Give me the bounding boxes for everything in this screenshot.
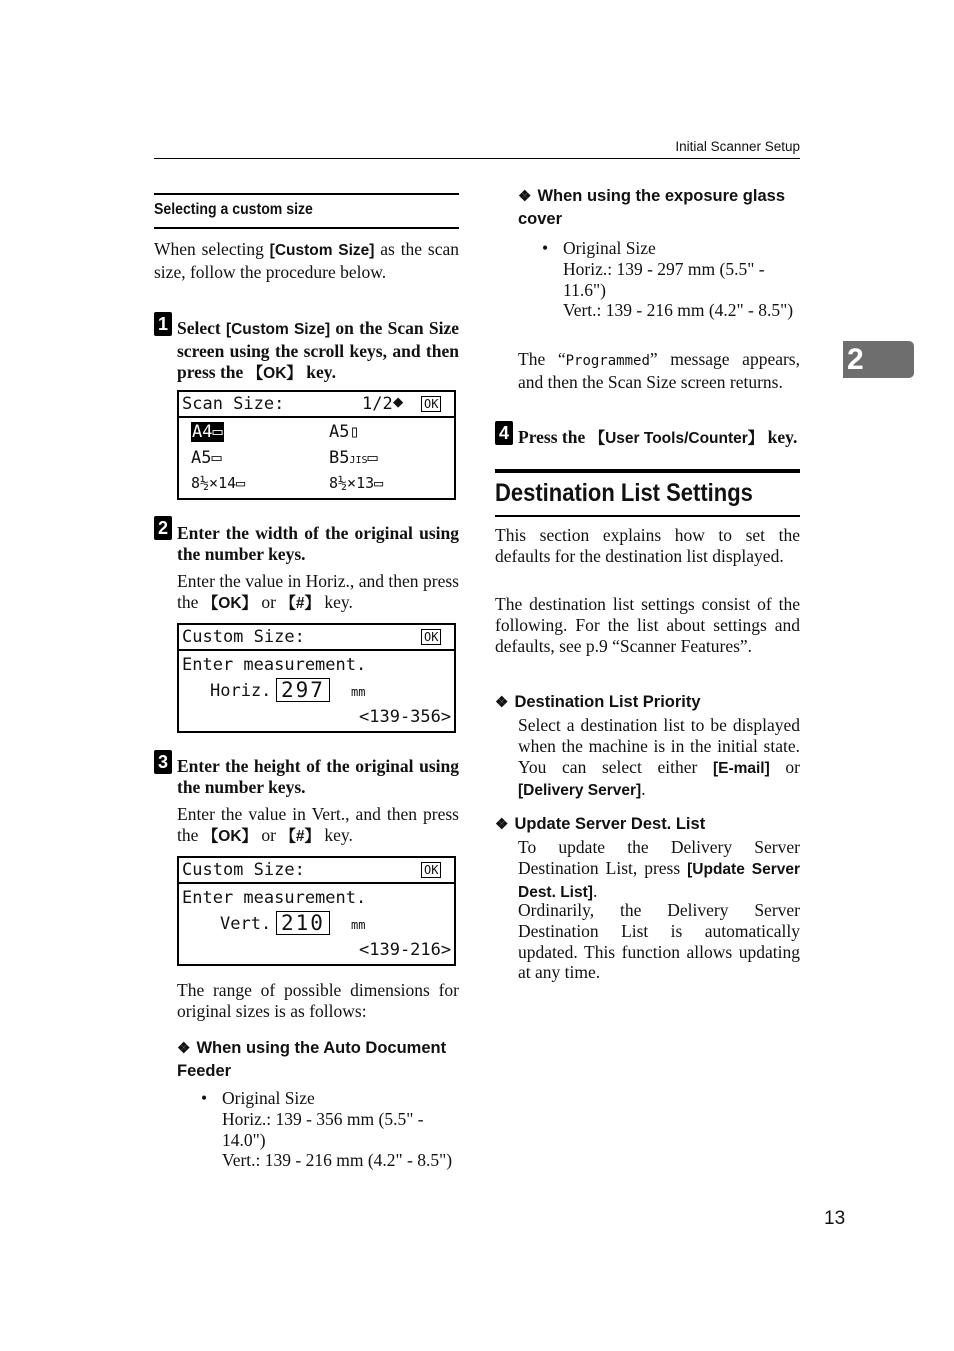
section-rule-bottom (154, 227, 459, 229)
step-1-number: 1 (154, 312, 172, 336)
lcd3-value: 210 (276, 911, 330, 935)
lcd1-page: 1/2 (362, 394, 393, 414)
adf-bullet-dot: • (201, 1088, 208, 1108)
step-4-key: 【User Tools/Counter】 (589, 430, 764, 447)
priority-heading (495, 691, 800, 714)
lcd2-value: 297 (276, 678, 330, 702)
chapter-tab: 2 (843, 341, 914, 378)
header-rule (154, 158, 800, 159)
lcd3-label: Vert. (220, 914, 272, 934)
step-3-ok-key: 【OK】 (202, 827, 258, 845)
step-2-text-1: Enter the value in Horiz., and then press the (177, 571, 459, 612)
step-4-text-2: key. (763, 427, 798, 447)
intro-key: [Custom Size] (269, 242, 375, 259)
dest-rule-top (495, 469, 800, 473)
running-header: Initial Scanner Setup (675, 139, 800, 154)
update-text-2: Ordinarily, the Delivery Server Destination List is automatically updated. This function allows updating at any time. (518, 900, 800, 983)
update-text-body: To update the Delivery Server Destination List, press (518, 837, 800, 878)
priority-key-delivery: [Delivery Server] (518, 782, 642, 800)
landscape-paper-icon: ▭ (236, 474, 246, 492)
section-title: Selecting a custom size (154, 201, 313, 218)
opt-lt-label: 8½×13 (329, 474, 375, 492)
lcd1-option-lg (191, 474, 245, 492)
dest-rule-bottom (495, 515, 800, 517)
step-1-text-1: Select (177, 318, 226, 338)
lcd1-ok: OK (421, 396, 441, 412)
step-2-or: or (257, 591, 281, 612)
adf-heading-text: When using the Auto Document Feeder (177, 1039, 447, 1080)
update-text-1 (518, 837, 800, 903)
diamond-bullet-icon: ❖ (177, 1040, 191, 1057)
step-2-number: 2 (154, 516, 172, 540)
step-3-text-2: key. (319, 824, 353, 845)
adf-vert: Vert.: 139 - 216 mm (4.2" - 8.5") (222, 1150, 453, 1171)
update-heading-text: Update Server Dest. List (514, 815, 706, 833)
lcd2-ok: OK (421, 629, 441, 645)
step-4-heading (518, 427, 800, 450)
programmed-paragraph (518, 349, 800, 393)
step-4-number: 4 (495, 421, 513, 445)
step-3-number: 3 (154, 750, 172, 774)
priority-end: . (641, 779, 646, 800)
lcd3-ok: OK (421, 862, 441, 878)
intro-paragraph (154, 239, 459, 283)
glass-horiz: Horiz.: 139 - 297 mm (5.5" - 11.6") (563, 258, 765, 300)
opt-a5b-label: A5 (191, 448, 212, 468)
lcd-scan-size (177, 390, 456, 500)
lcd1-title: Scan Size: (182, 394, 285, 414)
step-3-or: or (257, 824, 281, 845)
diamond-bullet-icon: ❖ (495, 816, 509, 833)
landscape-paper-icon: ▭ (374, 474, 384, 492)
opt-b5-sub: JIS (349, 455, 368, 466)
programmed-text-2: ” message appears, and then the Scan Size screen returns. (518, 349, 800, 392)
diamond-bullet-icon: ❖ (495, 694, 509, 711)
step-1-ok-key: 【OK】 (247, 364, 302, 382)
scroll-arrows-icon: ◆ (393, 392, 404, 412)
diamond-bullet-icon: ❖ (518, 188, 532, 205)
lcd3-divider (179, 882, 454, 884)
step-3-text-1: Enter the value in Vert., and then press the (177, 804, 459, 845)
page-number: 13 (824, 1208, 846, 1229)
section-rule-top (154, 193, 459, 195)
lcd1-option-a5-landscape (191, 448, 222, 468)
lcd-custom-size-vert (177, 856, 456, 966)
glass-bullet-dot: • (542, 238, 549, 258)
step-2-body (177, 571, 459, 615)
lcd2-line: Enter measurement. (182, 655, 367, 675)
lcd2-value-box (276, 678, 330, 702)
opt-a5-label: A5 (329, 422, 350, 442)
step-2-ok-key: 【OK】 (202, 594, 258, 612)
lcd2-range: <139-356> (359, 707, 452, 727)
lcd3-value-box (276, 911, 330, 935)
lcd-custom-size-horiz (177, 623, 456, 733)
lcd2-unit: mm (351, 685, 366, 699)
landscape-paper-icon: ▭ (211, 448, 222, 468)
step-2-hash-key: 【#】 (280, 594, 320, 612)
glass-list (563, 238, 800, 321)
programmed-code: Programmed (565, 353, 650, 369)
programmed-text-1: The “ (518, 349, 566, 369)
dest-paragraph-2: The destination list settings consist of the following. For the list about settings and defaults, see p.9 “Scanner Features”. (495, 594, 800, 656)
adf-list (222, 1088, 459, 1171)
lcd1-option-a5-portrait (329, 422, 360, 442)
lcd3-title: Custom Size: (182, 860, 305, 880)
priority-heading-text: Destination List Priority (514, 693, 701, 711)
lcd2-title: Custom Size: (182, 627, 305, 647)
portrait-paper-icon: ▯ (349, 422, 360, 442)
opt-a4-label: A4 (192, 422, 213, 442)
lcd1-divider (179, 416, 454, 418)
update-heading (495, 813, 800, 836)
adf-heading (177, 1037, 459, 1083)
step-2-heading: Enter the width of the original using the number keys. (177, 523, 459, 564)
lcd1-option-b5 (329, 448, 378, 468)
adf-bullet: Original Size (222, 1088, 315, 1108)
landscape-paper-icon: ▭ (367, 448, 378, 468)
step-1-text-3: key. (301, 361, 336, 382)
portrait-paper-icon: ▭ (212, 422, 223, 442)
step-3-heading: Enter the height of the original using the number keys. (177, 756, 459, 797)
opt-lg-label: 8½×14 (191, 474, 237, 492)
update-key: [Update Server Dest. List] (518, 860, 800, 901)
glass-vert: Vert.: 139 - 216 mm (4.2" - 8.5") (563, 300, 794, 321)
opt-b5-label: B5 (329, 448, 350, 468)
step-1-text-2: on the Scan Size screen using the scroll keys, and then press the (177, 318, 459, 382)
glass-heading-text: When using the exposure glass cover (518, 187, 786, 228)
lcd2-label: Horiz. (210, 681, 272, 701)
glass-bullet: Original Size (563, 238, 656, 258)
glass-heading (518, 185, 800, 231)
step-3-body (177, 804, 459, 848)
lcd1-option-lt (329, 474, 383, 492)
step-2-text-2: key. (319, 591, 353, 612)
lcd3-unit: mm (351, 918, 366, 932)
intro-text-1: When selecting (154, 239, 270, 259)
intro-text-2: as the scan size, follow the procedure below. (154, 239, 459, 282)
adf-horiz: Horiz.: 139 - 356 mm (5.5" - 14.0") (222, 1108, 424, 1150)
lcd3-line: Enter measurement. (182, 888, 367, 908)
step-4-text-1: Press the (518, 427, 590, 447)
priority-key-email: [E-mail] (712, 759, 770, 777)
lcd3-range: <139-216> (359, 940, 452, 960)
step-1-heading (177, 318, 459, 384)
priority-text (518, 715, 800, 802)
lcd1-option-a4 (191, 422, 224, 442)
step-1-key: [Custom Size] (225, 321, 331, 338)
dest-paragraph-1: This section explains how to set the defaults for the destination list displayed. (495, 525, 800, 566)
lcd2-divider (179, 649, 454, 651)
priority-text-body: Select a destination list to be displayed when the machine is in the initial state. You can select either (518, 715, 800, 777)
dest-title: Destination List Settings (495, 479, 753, 507)
range-paragraph: The range of possible dimensions for original sizes is as follows: (177, 980, 459, 1021)
priority-or: or (769, 756, 801, 777)
update-end: . (592, 880, 598, 901)
step-3-hash-key: 【#】 (280, 827, 320, 845)
